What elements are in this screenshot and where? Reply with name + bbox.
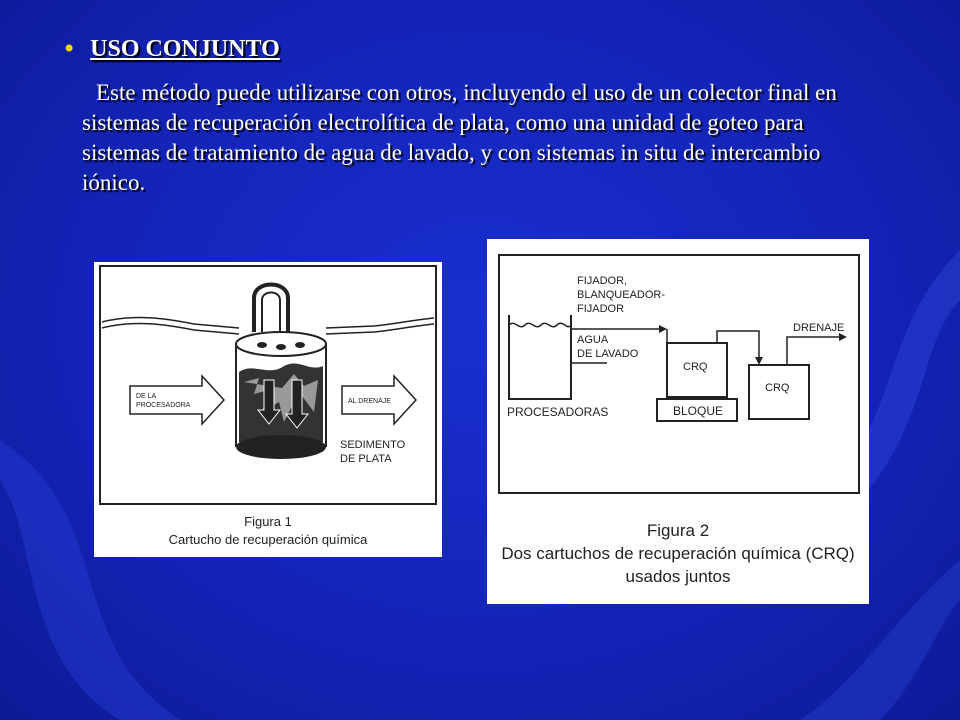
figure-2-caption-number: Figura 2 <box>646 521 710 540</box>
figure-1-sediment-label-2: DE PLATA <box>340 453 392 465</box>
figure-1-inlet-label-2: PROCESADORA <box>136 402 191 409</box>
figure-2-caption-text-2: usados juntos <box>625 567 731 586</box>
figure-2-fixer-label-2: BLANQUEADOR- <box>577 289 666 301</box>
figure-2-water-label-2: DE LAVADO <box>577 348 639 360</box>
figure-2-drain-label: DRENAJE <box>793 322 845 334</box>
figure-1-drawing <box>94 262 442 557</box>
figure-2 <box>487 239 869 604</box>
figure-2-caption-text: Dos cartuchos de recuperación química (CRQ) <box>501 544 855 563</box>
figure-2-block-label: BLOQUE <box>673 404 724 418</box>
figure-2-fixer-label: FIJADOR, <box>577 275 628 287</box>
figure-1-inlet-label: DE LA <box>136 393 157 400</box>
figure-2-crq-2: CRQ <box>765 382 790 394</box>
figure-2-processors-label: PROCESADORAS <box>507 405 609 419</box>
figure-1-caption-number: Figura 1 <box>244 514 292 529</box>
bullet-item <box>62 36 280 62</box>
figure-1-caption-text: Cartucho de recuperación química <box>168 532 368 547</box>
section-heading: USO CONJUNTO <box>90 36 280 62</box>
figure-2-crq-1: CRQ <box>683 361 708 373</box>
figure-1 <box>94 262 442 557</box>
figure-1-outlet-label: AL DRENAJE <box>348 398 391 405</box>
body-paragraph: Este método puede utilizarse con otros, incluyendo el uso de un colector final en sistemas de recuperación electrolítica de plata, como una unidad de goteo para sistemas de tratamiento de agua de lavado, y con sistemas in situ de intercambio iónico. <box>82 80 837 195</box>
bullet-icon: • <box>62 35 77 63</box>
figure-2-water-label: AGUA <box>577 334 609 346</box>
figure-2-fixer-label-3: FIJADOR <box>577 303 625 315</box>
figure-1-sediment-label: SEDIMENTO <box>340 439 406 451</box>
